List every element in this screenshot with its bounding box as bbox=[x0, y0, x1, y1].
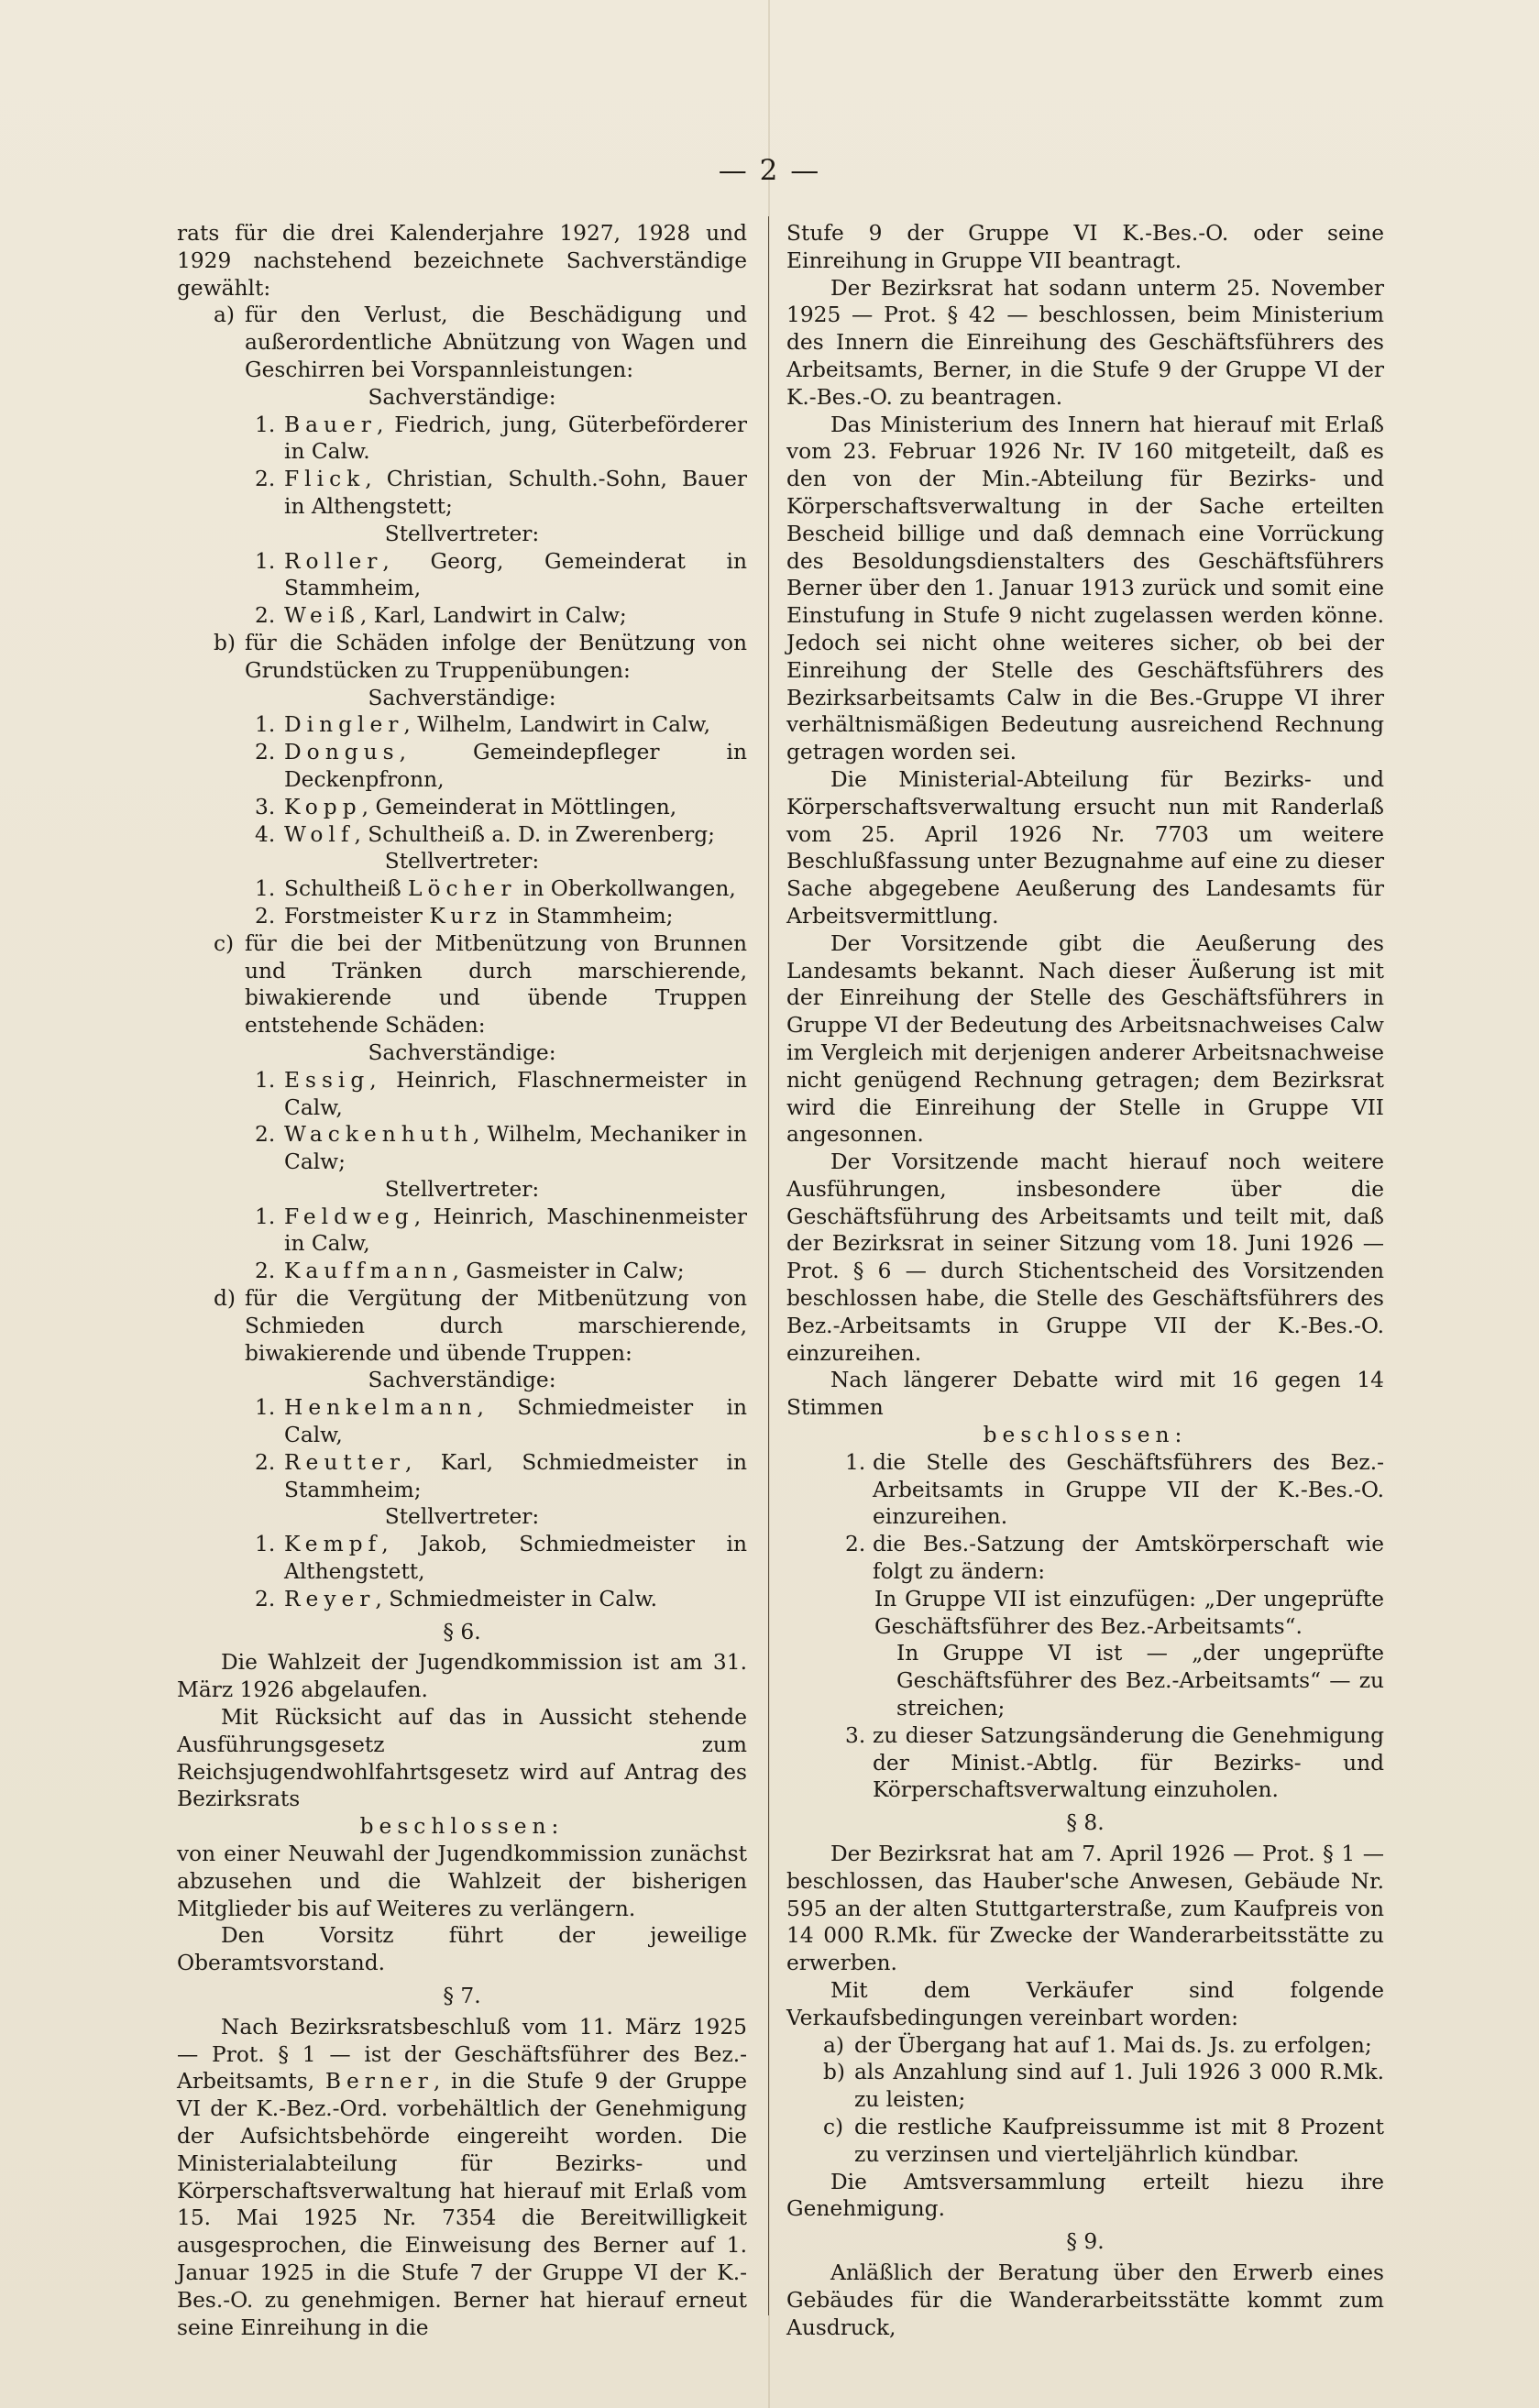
intro-paragraph: rats für die drei Kalenderjahre 1927, 1928 und 1929 nachstehend bezeichnete Sachverständige gewählt: bbox=[177, 221, 747, 301]
page-number: — 2 — bbox=[718, 154, 821, 187]
paragraph: Das Ministerium des Innern hat hierauf mit Erlaß vom 23. Februar 1926 Nr. IV 160 mitgeteilt, daß es den von der Min.-Abteilung für Bezirks- und Körperschaftsverwaltung in der Sache erteilten Bescheid billige und daß demnach eine Vorrückung des Besoldungsdienstalters des Geschäftsführers Berner über den 1. Januar 1913 zurück und somit eine Einstufung in Stufe 9 nicht zugelassen werden könne. Jedoch sei nicht ohne weiteres sicher, ob bei der Einreihung der Stelle des Geschäftsführers des Bezirksarbeitsamts Calw in die Bes.-Gruppe VI ihrer verhältnismäßigen Bedeutung ausreichend Rechnung getragen worden sei. bbox=[786, 412, 1384, 765]
item-b: b) für die Schäden infolge der Benützung von Grundstücken zu Truppenübungen: bbox=[214, 630, 747, 683]
paragraph: Der Vorsitzende macht hierauf noch weitere Ausführungen, insbesondere über die Geschäftsführung des Arbeitsamts und teilt mit, daß der Bezirksrat in seiner Sitzung vom 18. Juni 1926 — Prot. § 6 — durch Stichentscheid des Vorsitzenden beschlossen habe, die Stelle des Geschäftsführers des Bez.-Arbeitsamts in Gruppe VII der K.-Bes.-O. einzureihen. bbox=[786, 1149, 1384, 1366]
list-item: 1. Essig, Heinrich, Flaschnermeister in Calw, bbox=[255, 1067, 747, 1120]
paragraph: Der Bezirksrat hat am 7. April 1926 — Prot. § 1 — beschlossen, das Hauber'sche Anwesen, Gebäude Nr. 595 an der alten Stuttgarterstraße, zum Kaufpreis von 14 000 R.Mk. für Zwecke der Wanderarbeitsstätte zu erwerben. bbox=[786, 1842, 1384, 1976]
experts-heading: Sachverständige: bbox=[368, 384, 556, 410]
experts-heading: Sachverständige: bbox=[368, 1039, 556, 1065]
resolved-heading: beschlossen: bbox=[983, 1423, 1188, 1448]
list-item: 1. Henkelmann, Schmiedmeister in Calw, bbox=[255, 1395, 747, 1448]
section-heading-7: § 7. bbox=[443, 1984, 481, 2008]
list-item: 3. zu dieser Satzungsänderung die Genehmigung der Minist.-Abtlg. für Bezirks- und Körperschaftsverwaltung einzuholen. bbox=[845, 1722, 1384, 1803]
section-heading-6: § 6. bbox=[443, 1619, 481, 1644]
paragraph: von einer Neuwahl der Jugendkommission zunächst abzusehen und die Wahlzeit der bisherigen Mitglieder bis auf Weiteres zu verlängern. bbox=[177, 1842, 747, 1921]
paragraph: Mit dem Verkäufer sind folgende Verkaufsbedingungen vereinbart worden: bbox=[786, 1978, 1384, 2030]
list-item: 2. Reyer, Schmiedmeister in Calw. bbox=[255, 1586, 658, 1611]
list-item: 1. Dingler, Wilhelm, Landwirt in Calw, bbox=[255, 712, 710, 738]
list-item: 1. Kempf, Jakob, Schmiedmeister in Althengstett, bbox=[255, 1532, 747, 1585]
list-item: 2. Reutter, Karl, Schmiedmeister in Stammheim; bbox=[255, 1449, 747, 1502]
section-heading-9: § 9. bbox=[1066, 2229, 1105, 2255]
paragraph: Der Vorsitzende gibt die Aeußerung des Landesamts bekannt. Nach dieser Äußerung ist mit der Einreihung der Stelle des Geschäftsführers in Gruppe VI der Bedeutung des Arbeitsnachweises Calw im Vergleich mit derjenigen anderer Arbeitsnachweise nicht genügend Rechnung getragen; dem Bezirksrat wird die Einreihung der Stelle in Gruppe VII angesonnen. bbox=[786, 930, 1384, 1148]
sub-clause: In Gruppe VI ist — „der ungeprüfte Geschäftsführer des Bez.-Arbeitsamts“ — zu streichen; bbox=[896, 1641, 1384, 1721]
list-item: 1. die Stelle des Geschäftsführers des Bez.-Arbeitsamts in Gruppe VII der K.-Bes.-O. einzureihen. bbox=[845, 1449, 1384, 1530]
list-item: a) der Übergang hat auf 1. Mai ds. Js. zu erfolgen; bbox=[823, 2032, 1372, 2058]
paragraph: Die Ministerial-Abteilung für Bezirks- und Körperschaftsverwaltung ersucht nun mit Randerlaß vom 25. April 1926 Nr. 7703 um weitere Beschlußfassung unter Bezugnahme auf eine zu dieser Sache abgegebene Aeußerung des Landesamts für Arbeitsvermittlung. bbox=[786, 766, 1384, 929]
list-item: 2. Weiß, Karl, Landwirt in Calw; bbox=[255, 603, 627, 629]
experts-heading: Sachverständige: bbox=[368, 1368, 556, 1393]
paragraph: Anläßlich der Beratung über den Erwerb eines Gebäudes für die Wanderarbeitsstätte kommt zum Ausdruck, bbox=[786, 2260, 1384, 2340]
sub-clause: In Gruppe VII ist einzufügen: „Der ungeprüfte Geschäftsführer des Bez.-Arbeitsamts“. bbox=[874, 1586, 1384, 1639]
item-c: c) für die bei der Mitbenützung von Brunnen und Tränken durch marschierende, biwakierende und übende Truppen entstehende Schäden: bbox=[214, 930, 747, 1039]
list-item: b) als Anzahlung sind auf 1. Juli 1926 3 000 R.Mk. zu leisten; bbox=[823, 2060, 1384, 2113]
right-column bbox=[786, 220, 1384, 2341]
list-item: 4. Wolf, Schultheiß a. D. in Zwerenberg; bbox=[255, 821, 715, 847]
list-item: 2. Flick, Christian, Schulth.-Sohn, Bauer in Althengstett; bbox=[255, 467, 747, 519]
resolved-heading: beschlossen: bbox=[359, 1814, 565, 1840]
item-d: d) für die Vergütung der Mitbenützung von Schmieden durch marschierende, biwakierende und übende Truppen: bbox=[214, 1286, 747, 1366]
paragraph: Nach Bezirksratsbeschluß vom 11. März 1925 — Prot. § 1 — ist der Geschäftsführer des Bez.-Arbeitsamts, Berner, in die Stufe 9 der Gruppe VI der K.-Bez.-Ord. vorbehältlich der Genehmigung der Aufsichtsbehörde eingereiht worden. Die Ministerialabteilung für Bezirks- und Körperschaftsverwaltung hat hierauf mit Erlaß vom 15. Mai 1925 Nr. 7354 die Bereitwilligkeit ausgesprochen, die Einweisung des Berner auf 1. Januar 1925 in die Stufe 7 der Gruppe VI der K.-Bes.-O. zu genehmigen. Berner hat hierauf erneut seine Einreihung in die bbox=[177, 2014, 748, 2340]
deputies-heading: Stellvertreter: bbox=[384, 849, 540, 874]
list-item: c) die restliche Kaufpreissumme ist mit 8 Prozent zu verzinsen und vierteljährlich kündbar. bbox=[823, 2114, 1384, 2167]
list-item: 2. Wackenhuth, Wilhelm, Mechaniker in Calw; bbox=[255, 1122, 747, 1175]
paragraph: Die Amtsversammlung erteilt hiezu ihre Genehmigung. bbox=[786, 2169, 1384, 2222]
section-heading-8: § 8. bbox=[1066, 1810, 1105, 1836]
list-item: 2. die Bes.-Satzung der Amtskörperschaft wie folgt zu ändern: bbox=[845, 1532, 1384, 1585]
deputies-heading: Stellvertreter: bbox=[384, 1176, 540, 1202]
paragraph: Mit Rücksicht auf das in Aussicht stehende Ausführungsgesetz zum Reichsjugendwohlfahrtsgesetz wird auf Antrag des Bezirksrats bbox=[177, 1705, 747, 1812]
paragraph: Der Bezirksrat hat sodann unterm 25. November 1925 — Prot. § 42 — beschlossen, beim Ministerium des Innern die Einreihung des Geschäftsführers des Arbeitsamts, Berner, in die Stufe 9 der Gruppe VI der K.-Bes.-O. zu beantragen. bbox=[786, 275, 1384, 410]
deputies-heading: Stellvertreter: bbox=[384, 1504, 540, 1530]
list-item: 1. Roller, Georg, Gemeinderat in Stammheim, bbox=[255, 548, 747, 601]
item-a: a) für den Verlust, die Beschädigung und außerordentliche Abnützung von Wagen und Geschirren bei Vorspannleistungen: bbox=[214, 302, 747, 382]
paragraph: Die Wahlzeit der Jugendkommission ist am 31. März 1926 abgelaufen. bbox=[177, 1650, 747, 1703]
paragraph: Den Vorsitz führt der jeweilige Oberamtsvorstand. bbox=[177, 1923, 747, 1976]
paragraph: Stufe 9 der Gruppe VI K.-Bes.-O. oder seine Einreihung in Gruppe VII beantragt. bbox=[786, 221, 1384, 273]
left-column bbox=[177, 220, 747, 2341]
deputies-heading: Stellvertreter: bbox=[384, 521, 540, 546]
list-item: 2. Dongus, Gemeindepfleger in Deckenpfronn, bbox=[255, 740, 747, 792]
list-item: 2. Kauffmann, Gasmeister in Calw; bbox=[255, 1259, 685, 1284]
list-item: 1. Feldweg, Heinrich, Maschinenmeister in Calw, bbox=[255, 1204, 747, 1257]
paragraph: Nach längerer Debatte wird mit 16 gegen 14 Stimmen bbox=[786, 1368, 1384, 1421]
list-item: 1. Schultheiß Löcher in Oberkollwangen, bbox=[255, 876, 736, 902]
list-item: 2. Forstmeister Kurz in Stammheim; bbox=[255, 903, 674, 929]
list-item: 3. Kopp, Gemeinderat in Möttlingen, bbox=[255, 794, 677, 819]
column-divider bbox=[768, 216, 769, 2315]
experts-heading: Sachverständige: bbox=[368, 685, 556, 710]
list-item: 1. Bauer, Fiedrich, jung, Güterbeförderer in Calw. bbox=[255, 412, 747, 465]
